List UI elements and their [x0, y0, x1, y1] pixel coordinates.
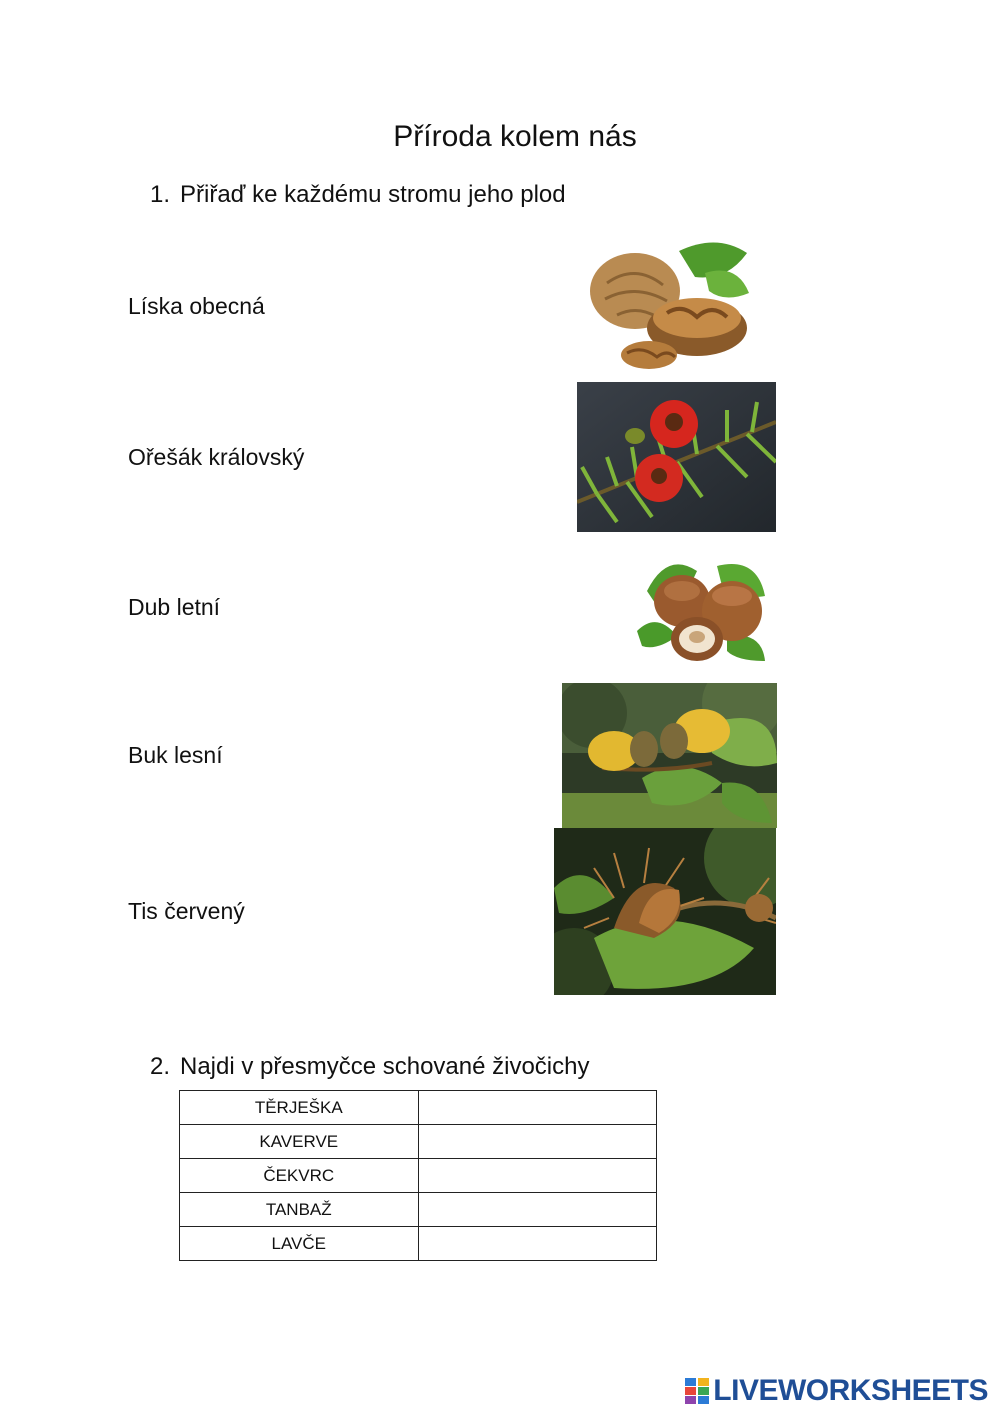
anagram-table — [179, 1090, 657, 1261]
hazelnut-image[interactable] — [637, 551, 767, 666]
table-row — [180, 1193, 657, 1227]
task-2-heading — [150, 1053, 590, 1081]
task-2-text: Najdi v přesmyčce schované živočichy — [180, 1053, 590, 1080]
answer-cell[interactable] — [418, 1227, 657, 1261]
yew-berry-image[interactable] — [577, 382, 776, 532]
acorn-image[interactable] — [562, 683, 777, 828]
liveworksheets-logo-text: LIVEWORKSHEETS — [713, 1374, 988, 1407]
tree-label-2: Ořešák královský — [128, 444, 305, 470]
table-row — [180, 1091, 657, 1125]
tree-label-3: Dub letní — [128, 594, 221, 620]
table-row — [180, 1125, 657, 1159]
liveworksheets-logo — [685, 1374, 988, 1408]
answer-cell[interactable] — [418, 1159, 657, 1193]
task-1-number: 1. — [150, 181, 171, 208]
tree-label-4: Buk lesní — [128, 742, 223, 768]
answer-cell[interactable] — [418, 1193, 657, 1227]
task-1-heading — [150, 181, 566, 209]
page-title: Příroda kolem nás — [393, 120, 637, 153]
answer-cell[interactable] — [418, 1125, 657, 1159]
anagram-word: KAVERVE — [180, 1125, 419, 1159]
task-1-text: Přiřaď ke každému stromu jeho plod — [180, 181, 566, 208]
anagram-word: TANBAŽ — [180, 1193, 419, 1227]
walnut-image[interactable] — [587, 233, 752, 379]
anagram-word: ČEKVRC — [180, 1159, 419, 1193]
liveworksheets-logo-icon — [685, 1378, 709, 1404]
beechnut-image[interactable] — [554, 828, 776, 995]
task-2-number: 2. — [150, 1053, 171, 1080]
anagram-word: TĚRJEŠKA — [180, 1091, 419, 1125]
tree-label-5: Tis červený — [128, 898, 245, 924]
table-row — [180, 1227, 657, 1261]
anagram-word: LAVČE — [180, 1227, 419, 1261]
table-row — [180, 1159, 657, 1193]
answer-cell[interactable] — [418, 1091, 657, 1125]
tree-label-1: Líska obecná — [128, 293, 265, 319]
